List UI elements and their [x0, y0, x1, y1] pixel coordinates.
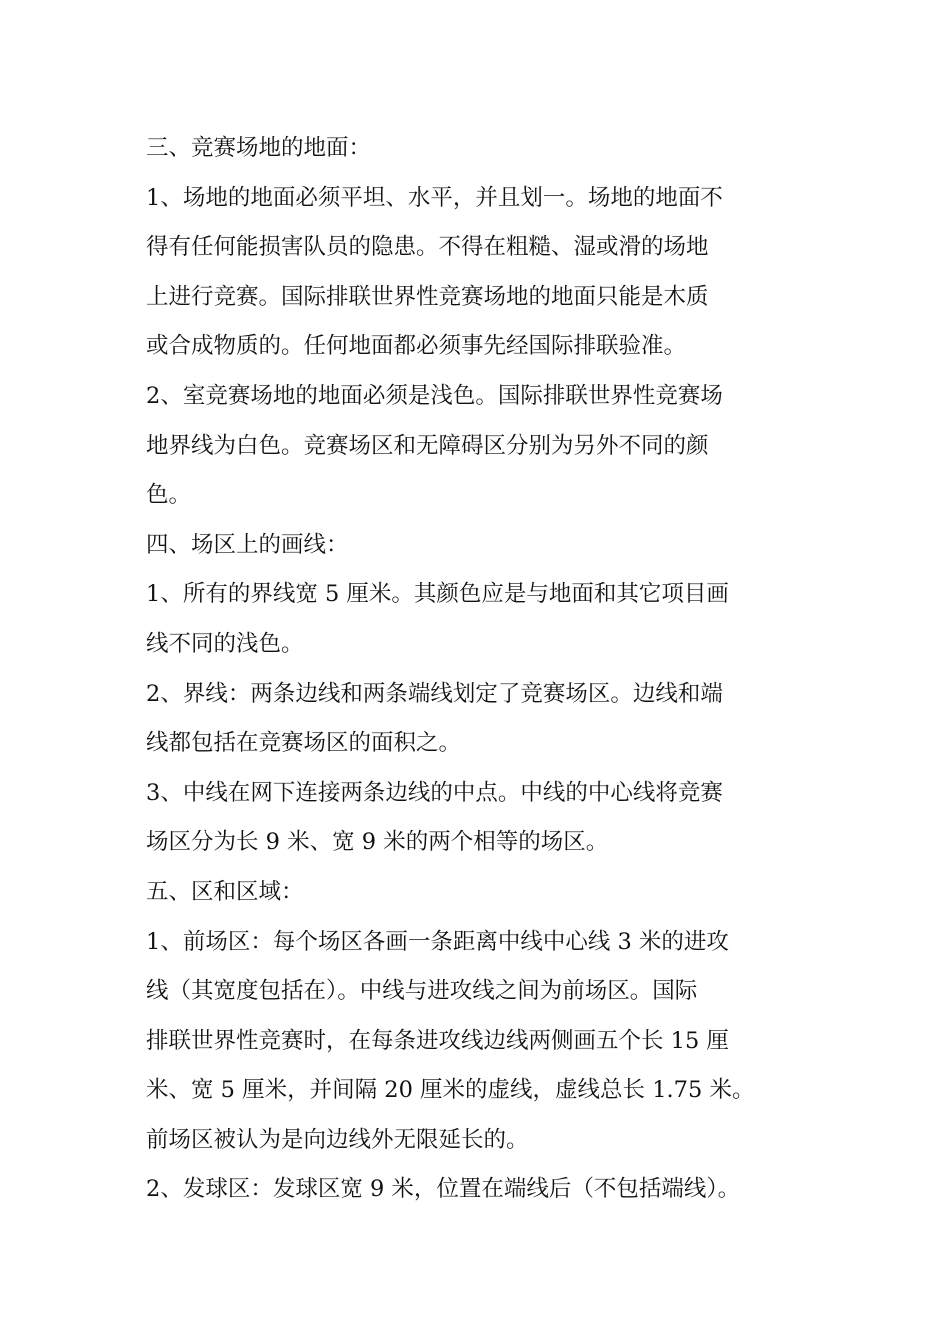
text-line: 3、中线在网下连接两条边线的中点。中线的中心线将竞赛: [146, 779, 723, 806]
text-line: 上进行竞赛。国际排联世界性竞赛场地的地面只能是木质: [146, 283, 709, 310]
heading-section-4: 四、场区上的画线：: [146, 531, 349, 558]
text-line: 2、界线：两条边线和两条端线划定了竞赛场区。边线和端: [146, 680, 723, 707]
text-line: 米、宽 5 厘米，并间隔 20 厘米的虚线，虚线总长 1.75 米。: [146, 1077, 755, 1104]
text-line: 排联世界性竞赛时，在每条进攻线边线两侧画五个长 15 厘: [146, 1027, 729, 1054]
text-line: 线不同的浅色。: [146, 630, 304, 657]
text-line: 1、所有的界线宽 5 厘米。其颜色应是与地面和其它项目画: [146, 581, 729, 608]
text-line: 场区分为长 9 米、宽 9 米的两个相等的场区。: [146, 829, 609, 856]
text-line: 2、室竞赛场地的地面必须是浅色。国际排联世界性竞赛场: [146, 382, 723, 409]
text-line: 2、发球区：发球区宽 9 米，位置在端线后（不包括端线）。: [146, 1176, 741, 1203]
text-line: 1、前场区：每个场区各画一条距离中线中心线 3 米的进攻: [146, 928, 729, 955]
document-body: [146, 124, 816, 1215]
text-line: 或合成物质的。任何地面都必须事先经国际排联验准。: [146, 333, 687, 360]
text-line: 前场区被认为是向边线外无限延长的。: [146, 1126, 529, 1153]
heading-section-3: 三、竞赛场地的地面：: [146, 135, 372, 161]
text-line: 1、场地的地面必须平坦、水平，并且划一。场地的地面不: [146, 184, 723, 211]
text-line: 色。: [146, 482, 192, 509]
heading-section-5: 五、区和区域：: [146, 878, 304, 905]
text-line: 线都包括在竞赛场区的面积之。: [146, 730, 462, 757]
text-line: 线（其宽度包括在）。中线与进攻线之间为前场区。国际: [146, 978, 698, 1005]
text-line: 得有任何能损害队员的隐患。不得在粗糙、湿或滑的场地: [146, 234, 709, 261]
text-line: 地界线为白色。竞赛场区和无障碍区分别为另外不同的颜: [146, 432, 709, 459]
